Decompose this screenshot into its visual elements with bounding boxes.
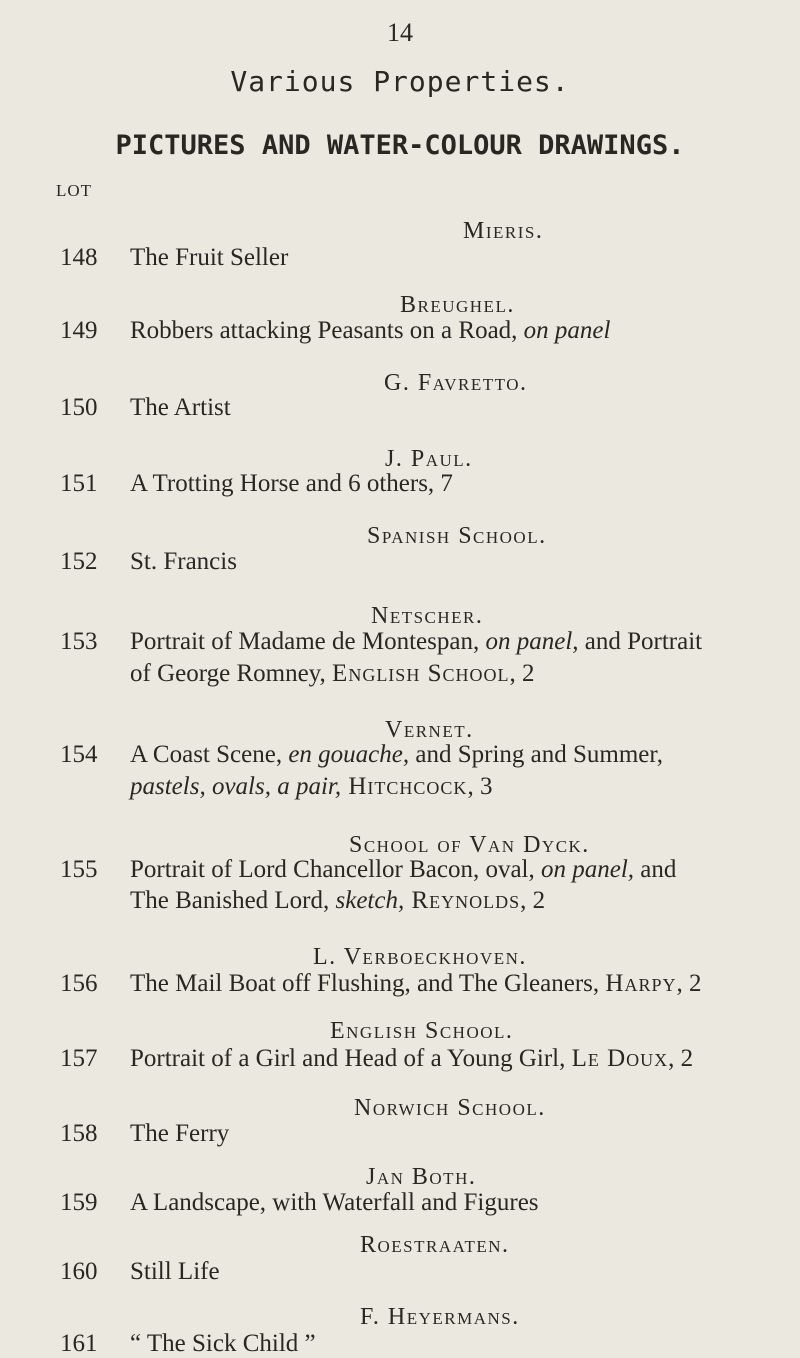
lot-number: 154	[60, 741, 98, 769]
lot-number: 150	[60, 394, 98, 422]
artist-name: Netscher.	[371, 602, 484, 629]
artist-name: Spanish School.	[367, 523, 547, 550]
lot-title-continued: pastels, ovals, a pair, Hitchcock, 3	[130, 772, 493, 800]
artist-name: J. Paul.	[385, 445, 473, 472]
lot-number: 161	[60, 1330, 98, 1357]
lot-title: Portrait of a Girl and Head of a Young Girl, Le Doux, 2	[130, 1044, 694, 1072]
artist-name: School of Van Dyck.	[349, 832, 590, 859]
artist-name: English School.	[330, 1018, 514, 1045]
lot-title: Robbers attacking Peasants on a Road, on panel	[130, 317, 611, 345]
lot-title: Still Life	[130, 1257, 220, 1285]
lot-title: St. Francis	[130, 547, 237, 575]
lot-title: The Mail Boat off Flushing, and The Gleaners, Harpy, 2	[130, 969, 702, 997]
lot-number: 160	[60, 1257, 98, 1285]
artist-name: Norwich School.	[354, 1095, 546, 1122]
lot-title-continued: The Banished Lord, sketch, Reynolds, 2	[130, 887, 546, 915]
artist-name: Breughel.	[400, 292, 515, 319]
artist-name: Vernet.	[385, 716, 474, 743]
artist-name: G. Favretto.	[384, 369, 528, 396]
lot-title: The Ferry	[130, 1120, 230, 1148]
lot-column-label: LOT	[56, 181, 93, 200]
lot-number: 148	[60, 244, 98, 272]
artist-name: L. Verboeckhoven.	[313, 944, 527, 971]
artist-name: Roestraaten.	[360, 1231, 510, 1258]
lot-title-continued: of George Romney, English School, 2	[130, 659, 535, 687]
lot-title: A Coast Scene, en gouache, and Spring and Summer,	[130, 741, 663, 769]
lot-title: A Trotting Horse and 6 others, 7	[130, 470, 453, 498]
lot-number: 155	[60, 855, 98, 883]
lot-number: 149	[60, 317, 98, 345]
lot-title: “ The Sick Child ”	[130, 1330, 316, 1357]
lot-number: 153	[60, 628, 98, 656]
lot-number: 156	[60, 969, 98, 997]
lot-number: 157	[60, 1044, 98, 1072]
lot-title: A Landscape, with Waterfall and Figures	[130, 1189, 539, 1217]
section-subheading: PICTURES AND WATER-COLOUR DRAWINGS.	[115, 130, 685, 161]
page-heading: Various Properties.	[230, 65, 570, 98]
artist-name: F. Heyermans.	[360, 1303, 520, 1330]
lot-number: 151	[60, 470, 98, 498]
lot-title: Portrait of Madame de Montespan, on panel, and Portrait	[130, 628, 703, 656]
artist-name: Mieris.	[463, 218, 544, 244]
lot-title: Portrait of Lord Chancellor Bacon, oval, on panel, and	[130, 855, 677, 883]
lot-title: The Artist	[130, 394, 231, 422]
artist-name: Jan Both.	[366, 1163, 477, 1190]
lot-number: 159	[60, 1189, 98, 1217]
lot-number: 158	[60, 1120, 98, 1148]
lot-number: 152	[60, 547, 98, 575]
page-number: 14	[387, 18, 413, 47]
lot-title: The Fruit Seller	[130, 244, 289, 272]
